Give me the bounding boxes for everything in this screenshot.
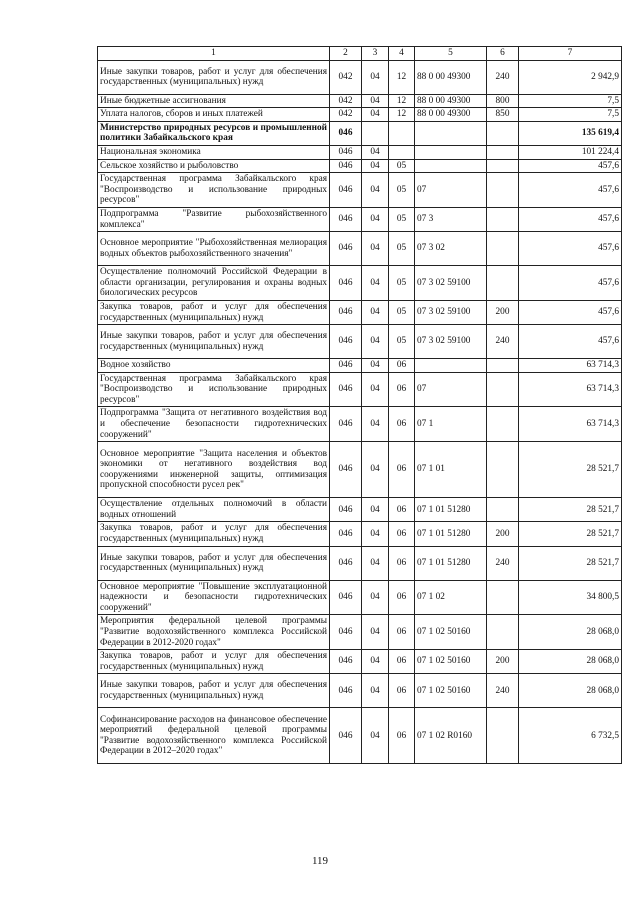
cell-target-article: 07 1 xyxy=(415,407,487,442)
cell-expense-type xyxy=(487,708,519,764)
table-row xyxy=(98,498,622,522)
table-row xyxy=(98,159,622,173)
table-row xyxy=(98,708,622,764)
cell-ministry-code: 042 xyxy=(330,60,362,94)
header-row xyxy=(98,47,622,61)
cell-section: 04 xyxy=(362,674,389,708)
cell-expense-type xyxy=(487,159,519,173)
cell-name: Водное хозяйство xyxy=(98,359,330,373)
header-col-1: 1 xyxy=(98,47,330,61)
cell-target-article: 07 1 01 xyxy=(415,442,487,498)
cell-expense-type: 800 xyxy=(487,94,519,108)
cell-name: Мероприятия федеральной целевой программы "Развитие водохозяйственного комплекса Российской Федерации в 2012-2020 годах" xyxy=(98,615,330,650)
cell-expense-type xyxy=(487,359,519,373)
cell-subsection: 12 xyxy=(389,108,415,122)
cell-ministry-code: 046 xyxy=(330,173,362,208)
table-row xyxy=(98,522,622,546)
cell-section: 04 xyxy=(362,522,389,546)
cell-expense-type xyxy=(487,232,519,266)
cell-expense-type xyxy=(487,145,519,159)
cell-amount: 28 521,7 xyxy=(519,522,622,546)
cell-subsection: 06 xyxy=(389,372,415,407)
cell-name: Закупка товаров, работ и услуг для обеспечения государственных (муниципальных) нужд xyxy=(98,522,330,546)
cell-target-article: 07 1 02 xyxy=(415,580,487,615)
header-col-6: 6 xyxy=(487,47,519,61)
cell-amount: 28 068,0 xyxy=(519,615,622,650)
cell-subsection: 06 xyxy=(389,650,415,674)
cell-ministry-code: 046 xyxy=(330,266,362,301)
cell-target-article: 07 1 02 50160 xyxy=(415,615,487,650)
cell-subsection: 06 xyxy=(389,359,415,373)
cell-ministry-code: 046 xyxy=(330,580,362,615)
table-row xyxy=(98,94,622,108)
cell-ministry-code: 046 xyxy=(330,615,362,650)
cell-target-article: 07 1 02 R0160 xyxy=(415,708,487,764)
cell-subsection: 05 xyxy=(389,266,415,301)
cell-section: 04 xyxy=(362,372,389,407)
cell-subsection: 06 xyxy=(389,615,415,650)
cell-amount: 457,6 xyxy=(519,207,622,231)
cell-target-article: 07 1 01 51280 xyxy=(415,498,487,522)
cell-target-article: 07 3 02 59100 xyxy=(415,325,487,359)
cell-section: 04 xyxy=(362,108,389,122)
cell-subsection: 05 xyxy=(389,325,415,359)
cell-expense-type xyxy=(487,580,519,615)
cell-name: Основное мероприятие "Повышение эксплуатационной надежности и безопасности гидротехнических сооружений" xyxy=(98,580,330,615)
cell-expense-type xyxy=(487,615,519,650)
cell-amount: 63 714,3 xyxy=(519,372,622,407)
cell-section: 04 xyxy=(362,60,389,94)
cell-ministry-code: 046 xyxy=(330,207,362,231)
cell-expense-type: 850 xyxy=(487,108,519,122)
cell-target-article: 07 1 02 50160 xyxy=(415,650,487,674)
cell-section xyxy=(362,121,389,145)
cell-name: Закупка товаров, работ и услуг для обеспечения государственных (муниципальных) нужд xyxy=(98,300,330,324)
cell-amount: 63 714,3 xyxy=(519,407,622,442)
cell-amount: 28 521,7 xyxy=(519,546,622,580)
cell-subsection: 12 xyxy=(389,94,415,108)
cell-ministry-code: 046 xyxy=(330,159,362,173)
cell-ministry-code: 046 xyxy=(330,708,362,764)
table-row xyxy=(98,674,622,708)
cell-section: 04 xyxy=(362,708,389,764)
cell-ministry-code: 042 xyxy=(330,94,362,108)
header-col-7: 7 xyxy=(519,47,622,61)
cell-expense-type: 240 xyxy=(487,60,519,94)
cell-target-article: 88 0 00 49300 xyxy=(415,108,487,122)
table-row xyxy=(98,372,622,407)
table-row xyxy=(98,145,622,159)
cell-section: 04 xyxy=(362,325,389,359)
cell-subsection: 06 xyxy=(389,442,415,498)
cell-expense-type xyxy=(487,266,519,301)
cell-expense-type xyxy=(487,173,519,208)
table-row xyxy=(98,173,622,208)
header-col-3: 3 xyxy=(362,47,389,61)
cell-ministry-code: 046 xyxy=(330,232,362,266)
cell-name: Закупка товаров, работ и услуг для обеспечения государственных (муниципальных) нужд xyxy=(98,650,330,674)
cell-target-article: 07 3 02 59100 xyxy=(415,266,487,301)
cell-expense-type xyxy=(487,372,519,407)
cell-target-article: 07 xyxy=(415,173,487,208)
cell-section: 04 xyxy=(362,145,389,159)
header-col-2: 2 xyxy=(330,47,362,61)
cell-name: Осуществление отдельных полномочий в области водных отношений xyxy=(98,498,330,522)
cell-subsection: 05 xyxy=(389,300,415,324)
table-row xyxy=(98,546,622,580)
header-col-5: 5 xyxy=(415,47,487,61)
cell-target-article: 07 3 02 59100 xyxy=(415,300,487,324)
cell-amount: 28 068,0 xyxy=(519,674,622,708)
table-row xyxy=(98,442,622,498)
cell-amount: 28 068,0 xyxy=(519,650,622,674)
table-row xyxy=(98,266,622,301)
cell-section: 04 xyxy=(362,207,389,231)
table-row xyxy=(98,650,622,674)
cell-expense-type: 200 xyxy=(487,300,519,324)
cell-subsection: 05 xyxy=(389,173,415,208)
cell-ministry-code: 046 xyxy=(330,674,362,708)
table-row xyxy=(98,300,622,324)
cell-name: Государственная программа Забайкальского края "Воспроизводство и использование природных ресурсов" xyxy=(98,372,330,407)
cell-amount: 457,6 xyxy=(519,159,622,173)
cell-target-article: 07 xyxy=(415,372,487,407)
cell-amount: 7,5 xyxy=(519,94,622,108)
cell-subsection: 05 xyxy=(389,232,415,266)
cell-expense-type: 200 xyxy=(487,650,519,674)
cell-ministry-code: 042 xyxy=(330,108,362,122)
cell-name: Иные закупки товаров, работ и услуг для обеспечения государственных (муниципальных) нужд xyxy=(98,674,330,708)
table-row xyxy=(98,207,622,231)
cell-target-article: 07 1 02 50160 xyxy=(415,674,487,708)
cell-ministry-code: 046 xyxy=(330,359,362,373)
cell-subsection: 05 xyxy=(389,159,415,173)
cell-amount: 457,6 xyxy=(519,266,622,301)
cell-ministry-code: 046 xyxy=(330,145,362,159)
cell-section: 04 xyxy=(362,94,389,108)
cell-expense-type: 240 xyxy=(487,546,519,580)
table-row xyxy=(98,407,622,442)
cell-target-article: 88 0 00 49300 xyxy=(415,60,487,94)
cell-target-article xyxy=(415,359,487,373)
cell-expense-type: 240 xyxy=(487,674,519,708)
cell-name: Основное мероприятие "Защита населения и объектов экономики от негативного воздействия вод сооружениями инженерной защиты, оптимизация пропускной способности русел рек" xyxy=(98,442,330,498)
cell-ministry-code: 046 xyxy=(330,546,362,580)
cell-expense-type xyxy=(487,207,519,231)
cell-section: 04 xyxy=(362,615,389,650)
cell-ministry-code: 046 xyxy=(330,442,362,498)
cell-name: Сельское хозяйство и рыболовство xyxy=(98,159,330,173)
cell-amount: 457,6 xyxy=(519,300,622,324)
cell-ministry-code: 046 xyxy=(330,407,362,442)
cell-name: Министерство природных ресурсов и промышленной политики Забайкальского края xyxy=(98,121,330,145)
cell-subsection: 06 xyxy=(389,546,415,580)
cell-name: Иные бюджетные ассигнования xyxy=(98,94,330,108)
cell-ministry-code: 046 xyxy=(330,498,362,522)
cell-section: 04 xyxy=(362,546,389,580)
cell-target-article: 07 3 xyxy=(415,207,487,231)
table-row xyxy=(98,359,622,373)
cell-amount: 457,6 xyxy=(519,325,622,359)
cell-subsection: 06 xyxy=(389,674,415,708)
table-row xyxy=(98,615,622,650)
cell-subsection: 06 xyxy=(389,580,415,615)
cell-target-article xyxy=(415,121,487,145)
cell-subsection xyxy=(389,121,415,145)
cell-amount: 7,5 xyxy=(519,108,622,122)
cell-expense-type xyxy=(487,121,519,145)
cell-name: Софинансирование расходов на финансовое обеспечение мероприятий федеральной целевой программы "Развитие водохозяйственного комплекса Российской Федерации в 2012–2020 годах" xyxy=(98,708,330,764)
cell-section: 04 xyxy=(362,232,389,266)
table-body xyxy=(98,60,622,764)
cell-section: 04 xyxy=(362,407,389,442)
table-row xyxy=(98,325,622,359)
cell-expense-type xyxy=(487,442,519,498)
cell-amount: 28 521,7 xyxy=(519,442,622,498)
cell-section: 04 xyxy=(362,650,389,674)
cell-subsection: 12 xyxy=(389,60,415,94)
cell-section: 04 xyxy=(362,442,389,498)
cell-target-article xyxy=(415,145,487,159)
cell-amount: 135 619,4 xyxy=(519,121,622,145)
cell-target-article: 88 0 00 49300 xyxy=(415,94,487,108)
page-number: 119 xyxy=(311,855,329,867)
cell-section: 04 xyxy=(362,173,389,208)
cell-amount: 457,6 xyxy=(519,173,622,208)
cell-amount: 2 942,9 xyxy=(519,60,622,94)
cell-name: Иные закупки товаров, работ и услуг для обеспечения государственных (муниципальных) нужд xyxy=(98,325,330,359)
table-row xyxy=(98,108,622,122)
cell-expense-type: 240 xyxy=(487,325,519,359)
cell-section: 04 xyxy=(362,266,389,301)
cell-section: 04 xyxy=(362,359,389,373)
cell-section: 04 xyxy=(362,300,389,324)
cell-ministry-code: 046 xyxy=(330,325,362,359)
budget-table xyxy=(97,46,622,764)
cell-target-article: 07 3 02 xyxy=(415,232,487,266)
table-row xyxy=(98,121,622,145)
cell-expense-type: 200 xyxy=(487,522,519,546)
cell-subsection: 06 xyxy=(389,522,415,546)
cell-expense-type xyxy=(487,498,519,522)
cell-name: Иные закупки товаров, работ и услуг для обеспечения государственных (муниципальных) нужд xyxy=(98,60,330,94)
cell-ministry-code: 046 xyxy=(330,522,362,546)
cell-target-article: 07 1 01 51280 xyxy=(415,522,487,546)
cell-name: Государственная программа Забайкальского края "Воспроизводство и использование природных ресурсов" xyxy=(98,173,330,208)
cell-name: Основное мероприятие "Рыбохозяйственная мелиорация водных объектов рыбохозяйственного значения" xyxy=(98,232,330,266)
cell-subsection: 05 xyxy=(389,207,415,231)
cell-amount: 28 521,7 xyxy=(519,498,622,522)
cell-amount: 63 714,3 xyxy=(519,359,622,373)
cell-amount: 101 224,4 xyxy=(519,145,622,159)
cell-section: 04 xyxy=(362,498,389,522)
cell-subsection: 06 xyxy=(389,708,415,764)
cell-target-article xyxy=(415,159,487,173)
cell-section: 04 xyxy=(362,580,389,615)
cell-amount: 34 800,5 xyxy=(519,580,622,615)
cell-target-article: 07 1 01 51280 xyxy=(415,546,487,580)
cell-subsection xyxy=(389,145,415,159)
cell-subsection: 06 xyxy=(389,407,415,442)
cell-ministry-code: 046 xyxy=(330,121,362,145)
cell-name: Подпрограмма "Развитие рыбохозяйственного комплекса" xyxy=(98,207,330,231)
cell-amount: 6 732,5 xyxy=(519,708,622,764)
cell-ministry-code: 046 xyxy=(330,300,362,324)
table-row xyxy=(98,232,622,266)
cell-ministry-code: 046 xyxy=(330,372,362,407)
cell-name: Иные закупки товаров, работ и услуг для обеспечения государственных (муниципальных) нужд xyxy=(98,546,330,580)
cell-expense-type xyxy=(487,407,519,442)
cell-amount: 457,6 xyxy=(519,232,622,266)
cell-ministry-code: 046 xyxy=(330,650,362,674)
cell-name: Национальная экономика xyxy=(98,145,330,159)
table-row xyxy=(98,60,622,94)
cell-name: Осуществление полномочий Российской Федерации в области организации, регулирования и охраны водных биологических ресурсов xyxy=(98,266,330,301)
cell-section: 04 xyxy=(362,159,389,173)
cell-subsection: 06 xyxy=(389,498,415,522)
header-col-4: 4 xyxy=(389,47,415,61)
cell-name: Подпрограмма "Защита от негативного воздействия вод и обеспечение безопасности гидротехнических сооружений" xyxy=(98,407,330,442)
cell-name: Уплата налогов, сборов и иных платежей xyxy=(98,108,330,122)
table-row xyxy=(98,580,622,615)
